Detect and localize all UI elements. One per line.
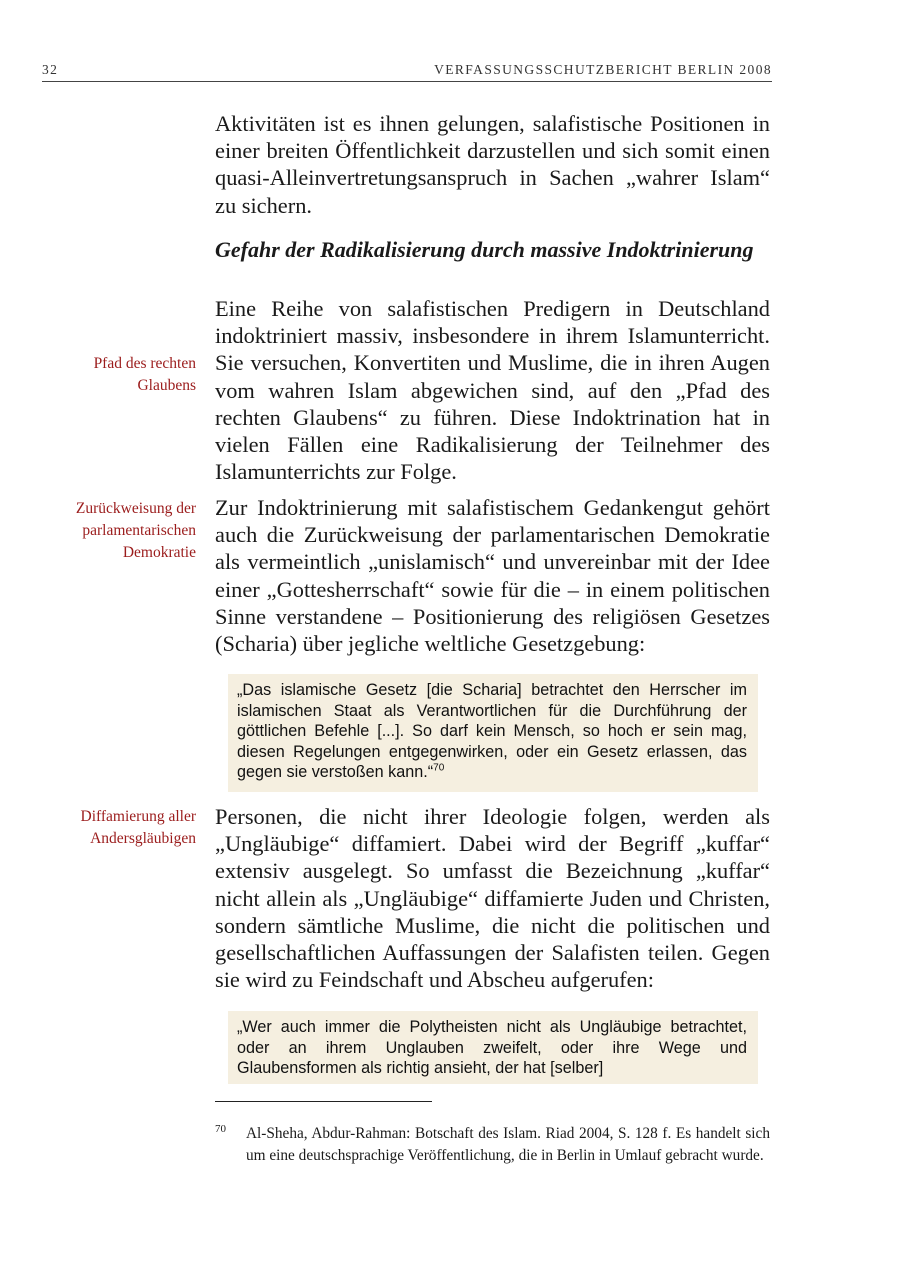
footnote	[215, 1123, 770, 1166]
footnote-text: Al-Sheha, Abdur-Rahman: Botschaft des Islam. Riad 2004, S. 128 f. Es handelt sich um eine deutschsprachige Veröffentlichung, die in Berlin in Umlauf gebracht wurde.	[246, 1125, 770, 1164]
margin-note-line: Demokratie	[122, 544, 196, 561]
margin-note-line: parlamentarischen	[82, 522, 196, 539]
margin-note-line: Glaubens	[137, 377, 196, 394]
margin-note-line: Pfad des rechten	[93, 355, 196, 372]
quote-text: „Das islamische Gesetz [die Scharia] betrachtet den Herrscher im islamischen Staat als Verantwortlichen für die Durchführung der göttlichen Befehle [...]. So darf kein Mensch, so hoch er sein mag, diesen Regelungen entgegenwirken, oder ein Gesetz erlassen, das gegen sie verstoßen kann.“	[237, 681, 747, 782]
paragraph-indoctrination: Eine Reihe von salafistischen Predigern in Deutschland indoktriniert massiv, insbesondere in ihrem Islamunterricht. Sie versuchen, Konvertiten und Muslime, die in ihren Augen vom wahren Islam abgewichen sind, auf den „Pfad des rechten Glaubens“ zu führen. Diese Indoktrination hat in vielen Fällen eine Radikalisierung der Teilnehmer des Islamunterrichts zur Folge.	[215, 296, 770, 485]
margin-note-pfad	[36, 353, 196, 397]
footnote-rule	[215, 1101, 432, 1102]
margin-note-democracy	[36, 498, 196, 564]
margin-note-line: Andersgläubigen	[90, 830, 196, 847]
running-title: VERFASSUNGSSCHUTZBERICHT BERLIN 2008	[434, 62, 772, 77]
paragraph-democracy: Zur Indoktrinierung mit salafistischem Gedankengut gehört auch die Zurückweisung der parlamentarischen Demokratie als vermeintlich „unislamisch“ und unvereinbar mit der Idee einer „Gottesherrschaft“ sowie für die – in einem politischen Sinne verstandene – Positionierung des religiösen Gesetzes (Scharia) über jegliche weltliche Gesetzgebung:	[215, 495, 770, 657]
margin-note-defamation	[36, 806, 196, 850]
page-number: 32	[42, 62, 59, 77]
footnote-number: 70	[215, 1123, 226, 1135]
paragraph-defamation: Personen, die nicht ihrer Ideologie folgen, werden als „Ungläubige“ diffamiert. Dabei wird der Begriff „kuffar“ extensiv ausgelegt. So umfasst die Bezeichnung „kuffar“ nicht allein als „Ungläubige“ diffamierte Juden und Christen, sondern sämtliche Muslime, die nicht die politischen und gesellschaftlichen Auffassungen der Salafisten teilen. Gegen sie wird zu Feindschaft und Abscheu aufgerufen:	[215, 804, 770, 993]
block-quote-sharia	[228, 674, 758, 792]
margin-note-line: Diffamierung aller	[80, 808, 196, 825]
paragraph-intro: Aktivitäten ist es ihnen gelungen, salafistische Positionen in einer breiten Öffentlichkeit darzustellen und sich somit einen quasi-Alleinvertretungsanspruch in Sachen „wahrer Islam“ zu sichern.	[215, 111, 770, 218]
quote-text: „Wer auch immer die Polytheisten nicht als Ungläubige betrachtet, oder an ihrem Unglauben zweifelt, oder ihre Wege und Glaubensformen als richtig ansieht, der hat [selber]	[237, 1018, 747, 1078]
footnote-reference: 70	[433, 762, 445, 774]
header-rule	[42, 81, 772, 82]
margin-note-line: Zurückweisung der	[75, 500, 196, 517]
block-quote-polytheists	[228, 1011, 758, 1084]
section-heading: Gefahr der Radikalisierung durch massive Indoktrinierung	[215, 237, 754, 262]
